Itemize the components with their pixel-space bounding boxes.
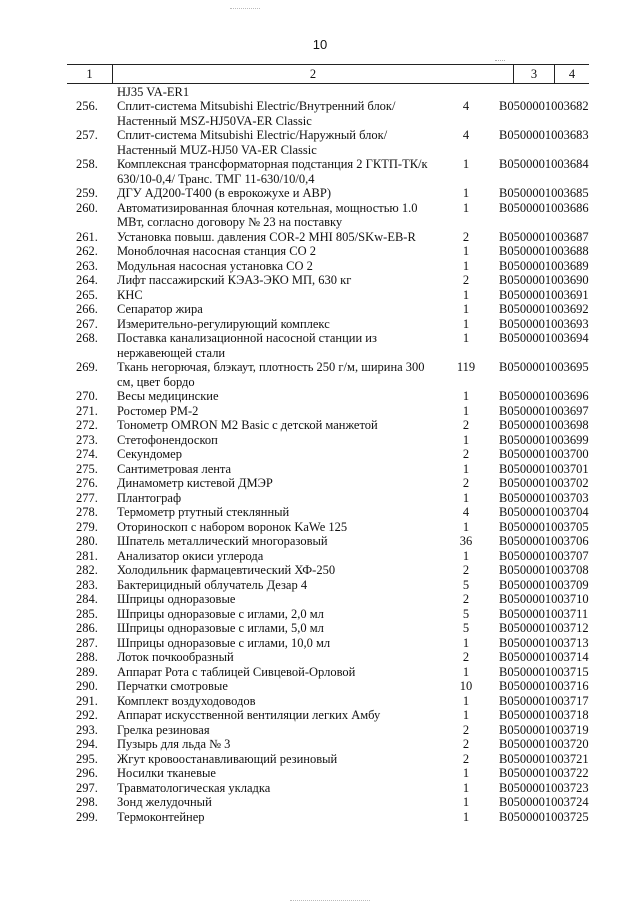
item-code: B0500001003689 xyxy=(499,258,589,273)
item-code: B0500001003713 xyxy=(499,635,589,650)
row-number: 298. xyxy=(76,795,98,809)
table-row xyxy=(0,404,640,419)
table-row xyxy=(0,607,640,622)
table-row xyxy=(0,99,640,128)
item-name: Жгут кровоостанавливающий резиновый xyxy=(117,751,338,766)
table-row xyxy=(0,302,640,317)
item-name: Поставка канализационной насосной станции из нержавеющей стали xyxy=(117,331,377,360)
item-quantity: 2 xyxy=(462,229,470,244)
item-code: B0500001003703 xyxy=(499,490,589,505)
row-number: 266. xyxy=(76,302,98,316)
item-code: B0500001003685 xyxy=(499,186,589,200)
table-row xyxy=(0,157,640,186)
item-code: B0500001003698 xyxy=(499,418,589,432)
table-row xyxy=(0,230,640,245)
item-quantity: 1 xyxy=(462,403,470,418)
item-quantity: 1 xyxy=(462,200,470,215)
item-quantity: 2 xyxy=(462,447,470,461)
item-name: КНС xyxy=(117,287,143,302)
item-code: B0500001003691 xyxy=(499,287,589,302)
table-header xyxy=(67,64,589,84)
row-number: 263. xyxy=(76,258,98,273)
table-row xyxy=(0,360,640,389)
table-row xyxy=(0,636,640,651)
row-number: 289. xyxy=(76,664,98,679)
item-quantity: 1 xyxy=(462,780,470,795)
table-row xyxy=(0,447,640,462)
item-quantity: 4 xyxy=(462,99,470,113)
item-code: B0500001003714 xyxy=(499,650,589,664)
column-header-2: 2 xyxy=(113,65,514,83)
item-code: B0500001003717 xyxy=(499,693,589,708)
row-number: 268. xyxy=(76,331,98,345)
item-name: Грелка резиновая xyxy=(117,722,210,737)
table-row xyxy=(0,476,640,491)
item-code: B0500001003701 xyxy=(499,461,589,476)
item-name: Травматологическая укладка xyxy=(117,780,271,795)
row-number: 262. xyxy=(76,244,98,258)
table-row xyxy=(0,317,640,332)
row-number: 259. xyxy=(76,186,98,200)
item-code: B0500001003682 xyxy=(499,99,589,113)
item-quantity: 1 xyxy=(462,635,470,650)
item-quantity: 2 xyxy=(462,273,470,287)
item-quantity: 2 xyxy=(462,563,470,577)
item-quantity: 1 xyxy=(462,186,470,200)
table-row xyxy=(0,201,640,230)
item-name: Весы медицинские xyxy=(117,389,219,403)
table-row xyxy=(0,462,640,477)
item-quantity: 1 xyxy=(462,664,470,679)
row-number: 299. xyxy=(76,809,98,824)
table-row xyxy=(0,694,640,709)
table-row xyxy=(0,549,640,564)
item-name: Шприцы одноразовые xyxy=(117,592,236,606)
item-name: Бактерицидный облучатель Дезар 4 xyxy=(117,577,308,592)
item-name: Модульная насосная установка CO 2 xyxy=(117,258,313,273)
table-row xyxy=(0,418,640,433)
row-number: 281. xyxy=(76,548,98,563)
table-row xyxy=(0,534,640,549)
item-name: Термометр ртутный стеклянный xyxy=(117,505,290,519)
row-number: 285. xyxy=(76,606,98,621)
row-number: 288. xyxy=(76,650,98,664)
scan-artifact xyxy=(230,8,260,10)
row-number: 279. xyxy=(76,519,98,534)
item-quantity: 2 xyxy=(462,737,470,751)
item-name: Холодильник фармацевтический ХФ-250 xyxy=(117,563,336,577)
item-name: Моноблочная насосная станция CO 2 xyxy=(117,244,317,258)
item-name: Ткань негорючая, блэкаут, плотность 250 г/м, ширина 300 см, цвет бордо xyxy=(117,360,425,389)
item-name: Аппарат искусственной вентиляции легких Амбу xyxy=(117,708,381,722)
row-number: 292. xyxy=(76,708,98,722)
row-number: 284. xyxy=(76,592,98,606)
row-number: 260. xyxy=(76,200,98,215)
item-code: B0500001003709 xyxy=(499,577,589,592)
item-quantity: 1 xyxy=(462,519,470,534)
item-code: B0500001003692 xyxy=(499,302,589,316)
item-quantity: 1 xyxy=(462,302,470,316)
item-code: B0500001003704 xyxy=(499,505,589,519)
row-number: 278. xyxy=(76,505,98,519)
row-number: 283. xyxy=(76,577,98,592)
item-quantity: 5 xyxy=(462,621,470,635)
item-code: B0500001003724 xyxy=(499,795,589,809)
item-code: B0500001003697 xyxy=(499,403,589,418)
page-number: 10 xyxy=(312,37,328,52)
item-name: Ростомер РМ-2 xyxy=(117,403,199,418)
item-name: Установка повыш. давления COR-2 MHI 805/SKw-EB-R xyxy=(117,229,416,244)
row-number: 297. xyxy=(76,780,98,795)
item-code: B0500001003683 xyxy=(499,128,589,142)
table-row xyxy=(0,128,640,157)
item-name: Секундомер xyxy=(117,447,182,461)
table-row xyxy=(0,752,640,767)
row-number: 272. xyxy=(76,418,98,432)
table-body xyxy=(0,99,640,824)
row-number: 273. xyxy=(76,432,98,447)
item-quantity: 1 xyxy=(462,548,470,563)
item-name: Автоматизированная блочная котельная, мощностью 1.0 МВт, согласно договору № 23 на поставку xyxy=(117,200,418,229)
item-code: B0500001003686 xyxy=(499,200,589,215)
table-row xyxy=(0,665,640,680)
item-code: B0500001003702 xyxy=(499,476,589,490)
item-name: Сантиметровая лента xyxy=(117,461,232,476)
table-row xyxy=(0,766,640,781)
table-row xyxy=(0,505,640,520)
item-code: B0500001003708 xyxy=(499,563,589,577)
item-quantity: 1 xyxy=(462,244,470,258)
item-name: Шприцы одноразовые с иглами, 2,0 мл xyxy=(117,606,324,621)
table-row xyxy=(0,592,640,607)
table-row xyxy=(0,331,640,360)
table-row xyxy=(0,621,640,636)
item-name: Измерительно-регулирующий комплекс xyxy=(117,316,330,331)
item-code: B0500001003718 xyxy=(499,708,589,722)
row-number: 277. xyxy=(76,490,98,505)
item-code: B0500001003719 xyxy=(499,722,589,737)
table-row xyxy=(0,708,640,723)
row-number: 265. xyxy=(76,287,98,302)
item-code: B0500001003722 xyxy=(499,766,589,780)
item-quantity: 1 xyxy=(462,287,470,302)
item-code: B0500001003707 xyxy=(499,548,589,563)
table-row xyxy=(0,578,640,593)
item-quantity: 1 xyxy=(462,258,470,273)
table-row xyxy=(0,244,640,259)
item-code: B0500001003694 xyxy=(499,331,589,345)
item-quantity: 4 xyxy=(462,128,470,142)
item-quantity: 1 xyxy=(462,389,470,403)
item-quantity: 36 xyxy=(459,534,473,548)
item-code: B0500001003705 xyxy=(499,519,589,534)
row-number: 291. xyxy=(76,693,98,708)
item-quantity: 1 xyxy=(462,809,470,824)
table-row xyxy=(0,186,640,201)
row-number: 257. xyxy=(76,128,98,142)
table-row xyxy=(0,259,640,274)
table-row xyxy=(0,563,640,578)
item-code: B0500001003688 xyxy=(499,244,589,258)
item-code: B0500001003720 xyxy=(499,737,589,751)
table-row xyxy=(0,737,640,752)
table-row xyxy=(0,795,640,810)
item-name: Аппарат Рота с таблицей Сивцевой-Орловой xyxy=(117,664,356,679)
item-quantity: 1 xyxy=(462,708,470,722)
row-number: 276. xyxy=(76,476,98,490)
item-quantity: 1 xyxy=(462,157,470,171)
table-row xyxy=(0,810,640,825)
item-quantity: 4 xyxy=(462,505,470,519)
row-number: 282. xyxy=(76,563,98,577)
item-quantity: 2 xyxy=(462,751,470,766)
item-name: Лоток почкообразный xyxy=(117,650,234,664)
row-number: 295. xyxy=(76,751,98,766)
row-number: 267. xyxy=(76,316,98,331)
item-name: Шприцы одноразовые с иглами, 5,0 мл xyxy=(117,621,324,635)
row-number: 271. xyxy=(76,403,98,418)
item-quantity: 1 xyxy=(462,490,470,505)
column-header-3: 3 xyxy=(514,65,555,83)
item-name: Комплект воздуходоводов xyxy=(117,693,256,708)
row-number: 270. xyxy=(76,389,98,403)
table-row xyxy=(0,288,640,303)
item-quantity: 5 xyxy=(462,577,470,592)
table-row xyxy=(0,679,640,694)
item-code: B0500001003725 xyxy=(499,809,589,824)
item-quantity: 1 xyxy=(462,766,470,780)
item-code: B0500001003687 xyxy=(499,229,589,244)
item-name: Шприцы одноразовые с иглами, 10,0 мл xyxy=(117,635,331,650)
item-name: Зонд желудочный xyxy=(117,795,212,809)
item-quantity: 2 xyxy=(462,650,470,664)
table-row xyxy=(0,520,640,535)
scan-artifact xyxy=(290,900,370,901)
item-code: B0500001003696 xyxy=(499,389,589,403)
table-row xyxy=(0,389,640,404)
item-code: B0500001003715 xyxy=(499,664,589,679)
item-code: B0500001003723 xyxy=(499,780,589,795)
item-code: B0500001003712 xyxy=(499,621,589,635)
table-row xyxy=(0,273,640,288)
table-row xyxy=(0,491,640,506)
row-number: 261. xyxy=(76,229,98,244)
table-row xyxy=(0,723,640,738)
item-code: B0500001003716 xyxy=(499,679,589,693)
item-quantity: 2 xyxy=(462,592,470,606)
item-quantity: 2 xyxy=(462,722,470,737)
item-name: Носилки тканевые xyxy=(117,766,216,780)
row-number: 274. xyxy=(76,447,98,461)
row-number: 258. xyxy=(76,157,98,171)
item-name: Пузырь для льда № 3 xyxy=(117,737,231,751)
item-quantity: 5 xyxy=(462,606,470,621)
item-name: Шпатель металлический многоразовый xyxy=(117,534,328,548)
item-name: Анализатор окиси углерода xyxy=(117,548,264,563)
item-code: B0500001003721 xyxy=(499,751,589,766)
item-quantity: 1 xyxy=(462,432,470,447)
item-quantity: 119 xyxy=(456,360,476,374)
item-name: Плантограф xyxy=(117,490,182,505)
item-name: Сепаратор жира xyxy=(117,302,203,316)
item-name: ДГУ АД200-Т400 (в еврокожухе и АВР) xyxy=(117,186,332,200)
item-code: B0500001003706 xyxy=(499,534,589,548)
item-quantity: 1 xyxy=(462,461,470,476)
item-quantity: 10 xyxy=(459,679,473,693)
item-name: Перчатки смотровые xyxy=(117,679,228,693)
row-number: 256. xyxy=(76,99,98,113)
continuation-text: HJ35 VA-ER1 xyxy=(117,85,190,99)
row-number: 294. xyxy=(76,737,98,751)
column-header-4: 4 xyxy=(568,67,576,81)
item-name: Комплексная трансформаторная подстанция 2 ГКТП-ТК/к 630/10-0,4/ Транс. ТМГ 11-630/10/0,4 xyxy=(117,157,428,186)
row-number: 290. xyxy=(76,679,98,693)
row-number: 280. xyxy=(76,534,98,548)
item-code: B0500001003684 xyxy=(499,157,589,171)
item-code: B0500001003711 xyxy=(499,606,589,621)
row-number: 275. xyxy=(76,461,98,476)
row-number: 293. xyxy=(76,722,98,737)
row-number: 269. xyxy=(76,360,98,374)
column-header-1: 1 xyxy=(67,65,113,83)
item-code: B0500001003710 xyxy=(499,592,589,606)
item-quantity: 2 xyxy=(462,418,470,432)
item-name: Оториноскоп с набором воронок KaWe 125 xyxy=(117,519,348,534)
item-quantity: 1 xyxy=(462,331,470,345)
item-name: Сплит-система Mitsubishi Electric/Внутренний блок/ Настенный MSZ-HJ50VA-ER Classic xyxy=(117,99,396,128)
table-row xyxy=(0,781,640,796)
row-number: 296. xyxy=(76,766,98,780)
item-quantity: 1 xyxy=(462,795,470,809)
item-code: B0500001003700 xyxy=(499,447,589,461)
item-name: Лифт пассажирский КЭАЗ-ЭКО МП, 630 кг xyxy=(117,273,352,287)
scan-artifact xyxy=(495,60,505,62)
item-quantity: 1 xyxy=(462,693,470,708)
row-number: 286. xyxy=(76,621,98,635)
item-name: Сплит-система Mitsubishi Electric/Наружный блок/ Настенный MUZ-HJ50 VA-ER Classic xyxy=(117,128,388,157)
item-name: Тонометр OMRON M2 Basic с детской манжетой xyxy=(117,418,378,432)
row-number: 287. xyxy=(76,635,98,650)
item-code: B0500001003699 xyxy=(499,432,589,447)
item-code: B0500001003693 xyxy=(499,316,589,331)
item-code: B0500001003690 xyxy=(499,273,589,287)
item-code: B0500001003695 xyxy=(499,360,589,374)
table-row xyxy=(0,650,640,665)
item-quantity: 1 xyxy=(462,316,470,331)
item-quantity: 2 xyxy=(462,476,470,490)
item-name: Термоконтейнер xyxy=(117,809,205,824)
item-name: Стетофонендоскоп xyxy=(117,432,218,447)
item-name: Динамометр кистевой ДМЭР xyxy=(117,476,273,490)
table-row xyxy=(0,433,640,448)
row-number: 264. xyxy=(76,273,98,287)
